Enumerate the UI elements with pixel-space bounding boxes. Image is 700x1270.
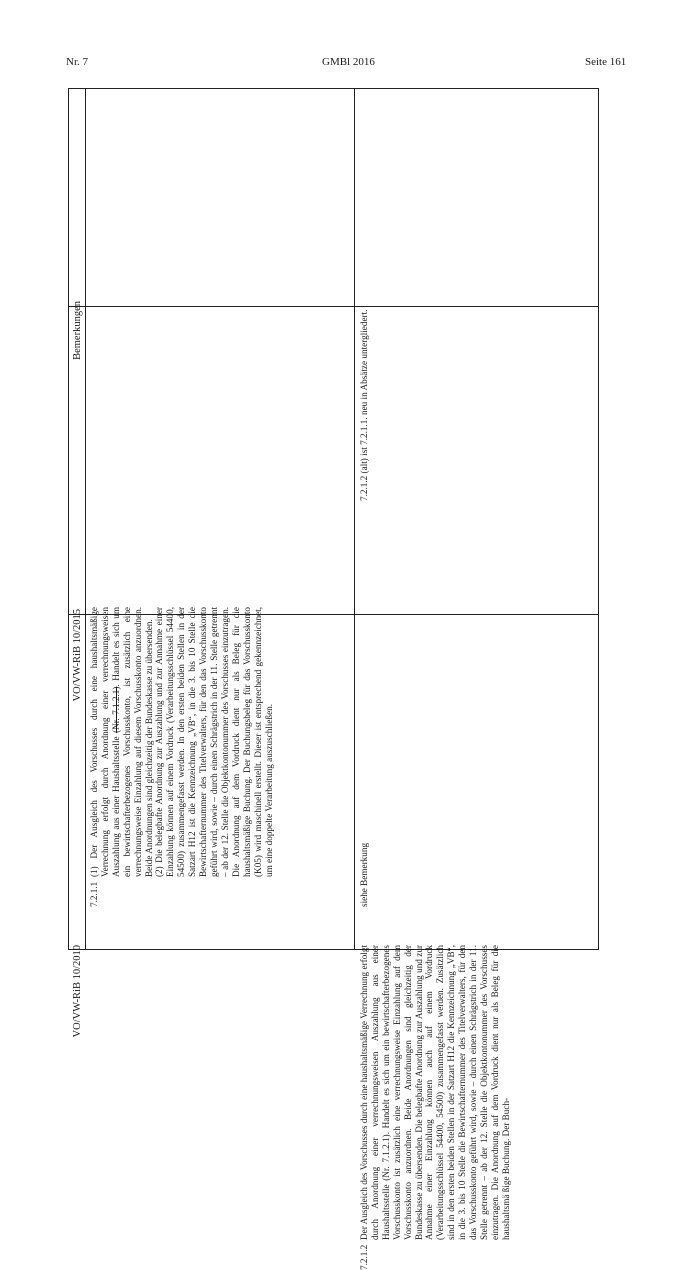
row-divider <box>354 89 355 949</box>
row2-remark-text: 7.2.1.2 (alt) ist 7.2.1.1. neu in Absätze untergliedert. <box>359 309 369 501</box>
row1-new-para1-a: (1) Der Ausgleich des Vorschusses durch eine haushaltsmäßige Verrechnung erfolgt durch Anordnung einer verrechnungsweisen Auszahlung aus einer Haushaltsstelle <box>89 607 121 877</box>
row2-old-text <box>359 945 599 1270</box>
page-number-issue: Nr. 7 <box>66 56 88 68</box>
row1-new-text <box>89 607 351 907</box>
row1-new-para1-strike: (Nr. 7.1.2.1) <box>110 686 121 733</box>
comparison-table <box>68 88 599 1270</box>
row1-new-para1-b: . Handelt es sich um ein bewirtschafterbezogenes Vorschusskonto, ist zusätzlich eine verrechnungsweise Einzahlung auf diesem Vorschusskonto anzuordnen. Beide Anordnungen sind gleichzeitig der Bundeskasse zu übersenden. <box>110 606 154 877</box>
row2-new-text: siehe Bemerkung <box>359 842 369 907</box>
row1-new-number: 7.2.1.1 <box>89 881 99 907</box>
header-new-version: VO/VW-RiB 10/2015 <box>72 609 83 702</box>
header-old-version: VO/VW-RiB 10/2010 <box>72 945 83 1038</box>
page-number: Seite 161 <box>585 56 627 68</box>
header-remarks: Bemerkungen <box>72 301 83 360</box>
column-divider <box>69 306 598 307</box>
header-divider <box>85 89 86 949</box>
row2-old-body: Der Ausgleich des Vorschusses durch eine haushaltsmäßige Verrechnung erfolgt durch Anordnung einer verrechnungsweisen Auszahlung aus einer Haushaltsstelle (Nr. 7.1.2.1). Handelt es sich um ein bewirtschafterbezogenes Vorschusskonto ist zusätzlich eine verrechnungsweise Einzahlung auf dem Vorschusskonto anzuordnen. Beide Anordnungen sind gleichzeitig der Bundeskasse zu übersenden. Die belegbafte Anordnung zur Auszahlung und zur Annahme einer Einzahlung können auch auf einem Vordruck (Verarbeitungsschlüssel 54400, 54500) zusammengefasst werden. Zusätzlich sind in den ersten beiden Stellen in der Satzart H12 die Kennzeichnung „VB“, in die 3. bis 10 Stelle die Bewirtschafternummer des Titelverwalters, für den das Vorschusskonto geführt wird, sowie – durch einen Schrägstrich in der 11. Stelle getrennt – ab der 12. Stelle die Objektkontonummer des Vorschusses einzutragen. Die Anordnung auf dem Vordruck dient nur als Beleg für die haushaltsmä ßige Buchung. Der Buch- <box>359 945 511 1240</box>
row2-old-number: 7.2.1.2 <box>359 1244 369 1270</box>
row1-new-para2: (2) Die belegbafte Anordnung zur Auszahlung und zur Annahme einer Einzahlung können auf einem Vordruck (Verarbeitungsschlüssel 54400, 54500) zusammengefasst werden. In den ersten beiden Stellen in der Satzart H12 ist die Kennzeichnung „VB“, in die 3. bis 10 Stelle die Bewirtschafternummer des Titelverwalters, für den das Vorschusskonto geführt wird, sowie – durch einen Schrägstrich in der 11. Stelle getrennt – ab der 12. Stelle die Objektkontonummer des Vorschusses einzutragen. Die Anordnung auf dem Vordruck dient nur als Beleg für die haushaltsmäßige Buchung. Der Buchungsbeleg für das Vorschusskonto (K05) wird maschinell erstellt. Dieser ist entsprechend gekennzeichnet, um eine doppelte Verarbeitung auszuschließen. <box>154 607 274 877</box>
publication-title: GMBl 2016 <box>322 56 375 68</box>
